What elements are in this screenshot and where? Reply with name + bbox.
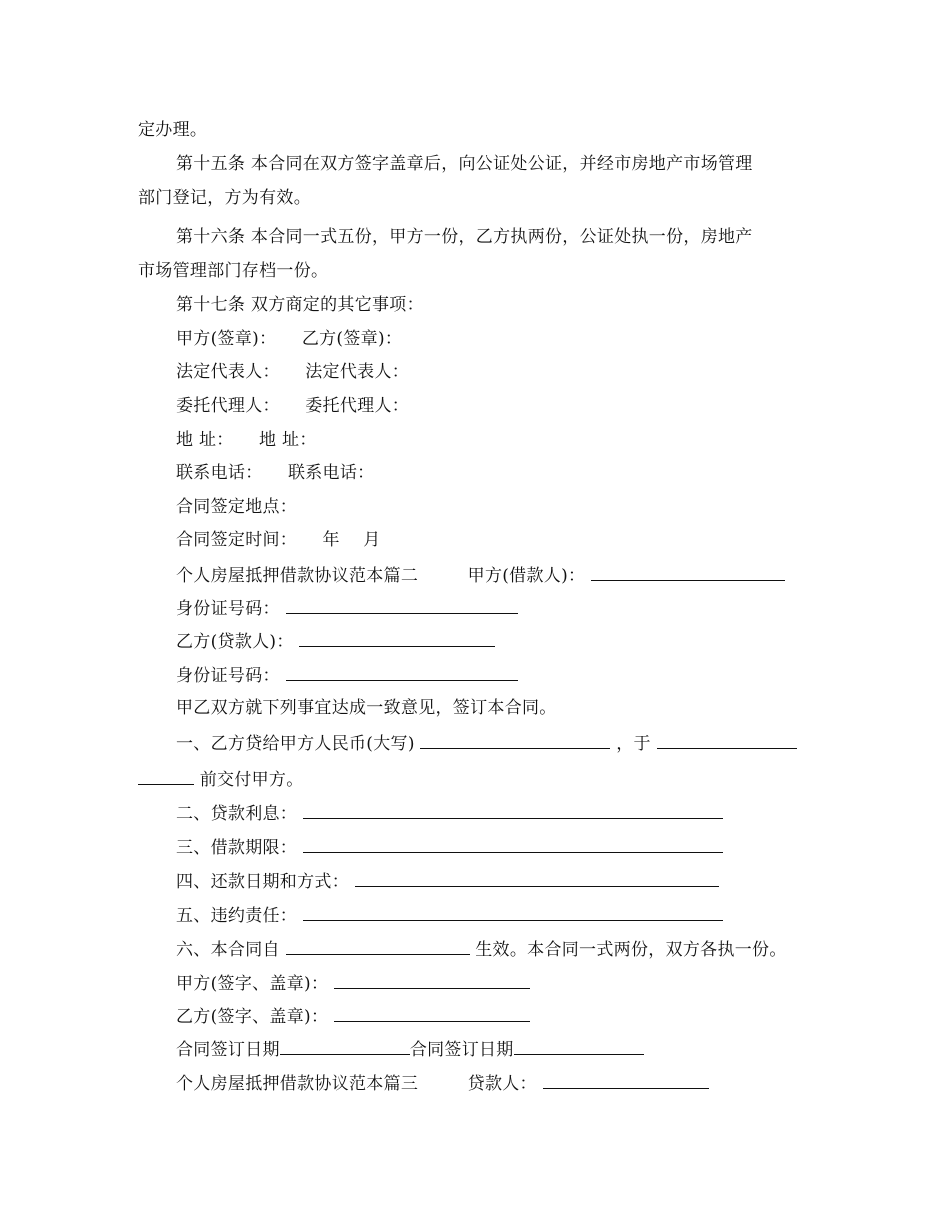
- sign-time-line: [176, 528, 381, 552]
- legal-rep-line: [176, 360, 409, 384]
- text: 甲方(签字、盖章)：: [176, 974, 329, 994]
- article-15-line-1: [176, 152, 753, 176]
- party-a-agent-label: 委托代理人：: [176, 396, 280, 416]
- article-17: [176, 293, 424, 317]
- text: 定办理。: [138, 120, 208, 140]
- agreement-line: [176, 696, 557, 720]
- lender-3-blank[interactable]: [543, 1070, 709, 1089]
- section-title-2: 个人房屋抵押借款协议范本篇二: [176, 566, 419, 586]
- lender-blank[interactable]: [299, 628, 495, 647]
- sign-a-blank[interactable]: [334, 970, 530, 989]
- text: 乙方(签字、盖章)：: [176, 1007, 329, 1027]
- year-label: 年: [322, 530, 340, 550]
- lender-3-label: 贷款人：: [467, 1074, 537, 1094]
- text: 四、还款日期和方式：: [176, 872, 349, 892]
- sign-a-line: [176, 970, 530, 996]
- address-line: [176, 428, 317, 452]
- phone-line: [176, 461, 374, 485]
- item-4-line: [176, 868, 719, 894]
- item-5-line: [176, 902, 723, 928]
- borrower-label: 甲方(借款人)：: [467, 566, 586, 586]
- amount-blank[interactable]: [420, 730, 610, 749]
- text: 三、借款期限：: [176, 838, 298, 858]
- title-3-line: [176, 1070, 709, 1096]
- party-a-seal-label: 甲方(签章)：: [176, 329, 277, 349]
- item-2-line: [176, 800, 723, 826]
- party-a-rep-label: 法定代表人：: [176, 362, 280, 382]
- text: 五、违约责任：: [176, 906, 298, 926]
- text: 合同签定时间：: [176, 530, 298, 550]
- party-b-phone-label: 联系电话：: [287, 463, 375, 483]
- party-a-phone-label: 联系电话：: [176, 463, 263, 483]
- party-b-seal-label: 乙方(签章)：: [301, 329, 403, 349]
- date-1-blank[interactable]: [280, 1036, 410, 1055]
- text: 乙方(贷款人)：: [176, 632, 294, 652]
- text: 二、贷款利息：: [176, 804, 298, 824]
- lender-line: [176, 628, 495, 654]
- month-label: 月: [363, 530, 381, 550]
- text: ，于: [616, 734, 651, 754]
- party-b-agent-label: 委托代理人：: [305, 396, 410, 416]
- id-1-blank[interactable]: [286, 595, 518, 614]
- signature-line: [176, 327, 402, 351]
- date-blank-part-1[interactable]: [657, 730, 797, 749]
- text: 部门登记，方为有效。: [138, 188, 311, 208]
- sign-place-line: [176, 495, 297, 519]
- item-1-line-1: [176, 730, 797, 756]
- item-6-line: [176, 936, 787, 962]
- term-blank[interactable]: [303, 834, 723, 853]
- text: 市场管理部门存档一份。: [138, 261, 329, 281]
- article-16-line-2: [138, 259, 328, 283]
- text: 第十六条 本合同一式五份，甲方一份，乙方执两份，公证处执一份，房地产: [176, 227, 753, 247]
- party-b-rep-label: 法定代表人：: [305, 362, 410, 382]
- item-3-line: [176, 834, 723, 860]
- sign-b-line: [176, 1003, 530, 1029]
- text: 第十七条 双方商定的其它事项：: [176, 295, 424, 315]
- party-a-address-label: 地 址：: [176, 430, 234, 450]
- party-b-address-label: 地 址：: [259, 430, 317, 450]
- text: 六、本合同自: [176, 940, 280, 960]
- text: 第十五条 本合同在双方签字盖章后，向公证处公证，并经市房地产市场管理: [176, 154, 753, 174]
- id-1-line: [176, 595, 518, 621]
- article-16-line-1: [176, 225, 753, 249]
- text: 身份证号码：: [176, 666, 280, 686]
- item-1-line-2: [138, 766, 304, 792]
- date-2-blank[interactable]: [514, 1036, 644, 1055]
- text: 甲乙双方就下列事宜达成一致意见，签订本合同。: [176, 698, 557, 718]
- section-title-3: 个人房屋抵押借款协议范本篇三: [176, 1074, 419, 1094]
- breach-blank[interactable]: [303, 902, 723, 921]
- repayment-blank[interactable]: [355, 868, 719, 887]
- interest-blank[interactable]: [303, 800, 723, 819]
- effective-date-blank[interactable]: [286, 936, 470, 955]
- sign-b-blank[interactable]: [334, 1003, 530, 1022]
- text: 身份证号码：: [176, 599, 280, 619]
- text: 合同签订日期: [409, 1040, 514, 1060]
- borrower-blank[interactable]: [591, 562, 785, 581]
- sign-date-line: [176, 1036, 644, 1062]
- id-2-line: [176, 662, 518, 688]
- article-15-line-2: [138, 186, 311, 210]
- text: 前交付甲方。: [199, 770, 304, 790]
- text: 一、乙方贷给甲方人民币(大写): [176, 734, 415, 754]
- text: 合同签定地点：: [176, 497, 298, 517]
- text: 生效。本合同一式两份，双方各执一份。: [475, 940, 787, 960]
- date-blank-part-2[interactable]: [138, 766, 194, 785]
- id-2-blank[interactable]: [286, 662, 518, 681]
- title-2-line: [176, 562, 785, 588]
- paragraph-continuation: [138, 118, 207, 142]
- text: 合同签订日期: [176, 1040, 280, 1060]
- agent-line: [176, 394, 409, 418]
